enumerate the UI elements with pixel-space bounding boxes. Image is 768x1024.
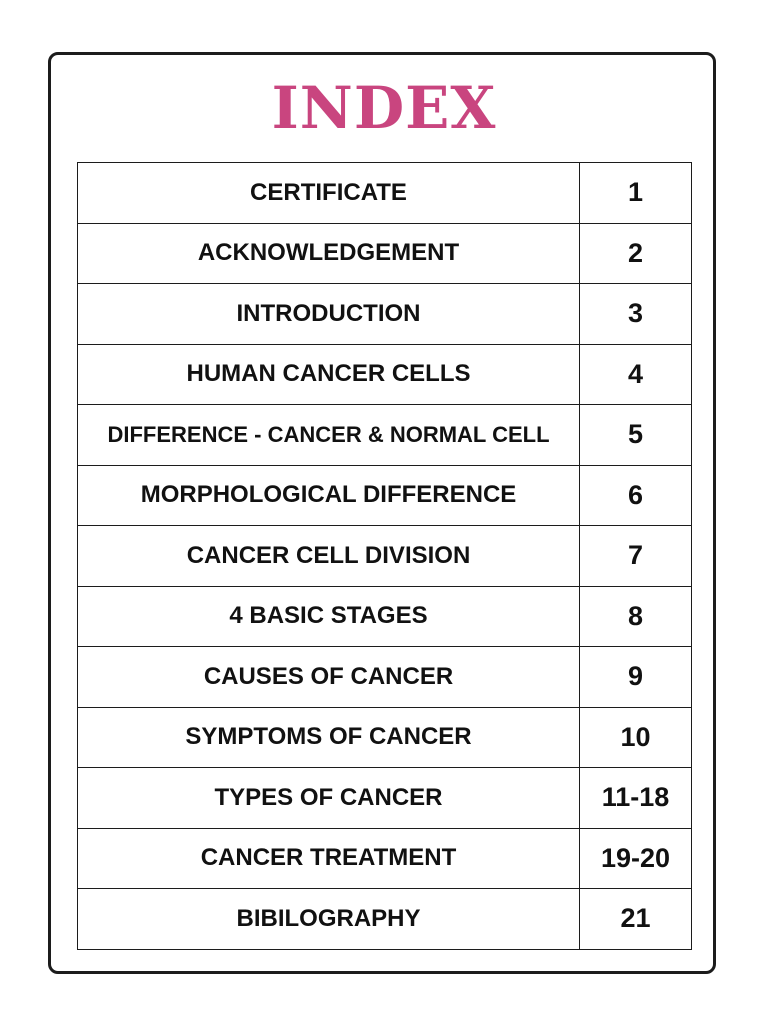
page-number-cell: 21: [580, 889, 692, 950]
table-row: [78, 707, 692, 768]
table-row: [78, 526, 692, 587]
topic-cell: SYMPTOMS OF CANCER: [78, 707, 580, 768]
page-number-cell: 7: [580, 526, 692, 587]
table-row: [78, 889, 692, 950]
table-row: [78, 163, 692, 224]
table-row: [78, 465, 692, 526]
table-row: [78, 405, 692, 466]
table-row: [78, 344, 692, 405]
page-number-cell: 5: [580, 405, 692, 466]
page-number-cell: 2: [580, 223, 692, 284]
topic-cell: HUMAN CANCER CELLS: [78, 344, 580, 405]
topic-cell: 4 BASIC STAGES: [78, 586, 580, 647]
table-row: [78, 284, 692, 345]
table-row: [78, 828, 692, 889]
page-number-cell: 19-20: [580, 828, 692, 889]
topic-cell: CANCER CELL DIVISION: [78, 526, 580, 587]
table-row: [78, 647, 692, 708]
topic-cell: CERTIFICATE: [78, 163, 580, 224]
page-number-cell: 3: [580, 284, 692, 345]
page-number-cell: 9: [580, 647, 692, 708]
table-row: [78, 768, 692, 829]
page-number-cell: 4: [580, 344, 692, 405]
topic-cell: DIFFERENCE - CANCER & NORMAL CELL: [78, 405, 580, 466]
topic-cell: CAUSES OF CANCER: [78, 647, 580, 708]
topic-cell: ACKNOWLEDGEMENT: [78, 223, 580, 284]
table-row: [78, 223, 692, 284]
page-number-cell: 6: [580, 465, 692, 526]
topic-cell: INTRODUCTION: [78, 284, 580, 345]
page-number-cell: 8: [580, 586, 692, 647]
topic-cell: BIBILOGRAPHY: [78, 889, 580, 950]
index-table: [77, 162, 692, 950]
page-number-cell: 1: [580, 163, 692, 224]
table-row: [78, 586, 692, 647]
topic-cell: CANCER TREATMENT: [78, 828, 580, 889]
topic-cell: MORPHOLOGICAL DIFFERENCE: [78, 465, 580, 526]
page-number-cell: 10: [580, 707, 692, 768]
topic-cell: TYPES OF CANCER: [78, 768, 580, 829]
page-title: INDEX: [271, 74, 497, 142]
page-number-cell: 11-18: [580, 768, 692, 829]
